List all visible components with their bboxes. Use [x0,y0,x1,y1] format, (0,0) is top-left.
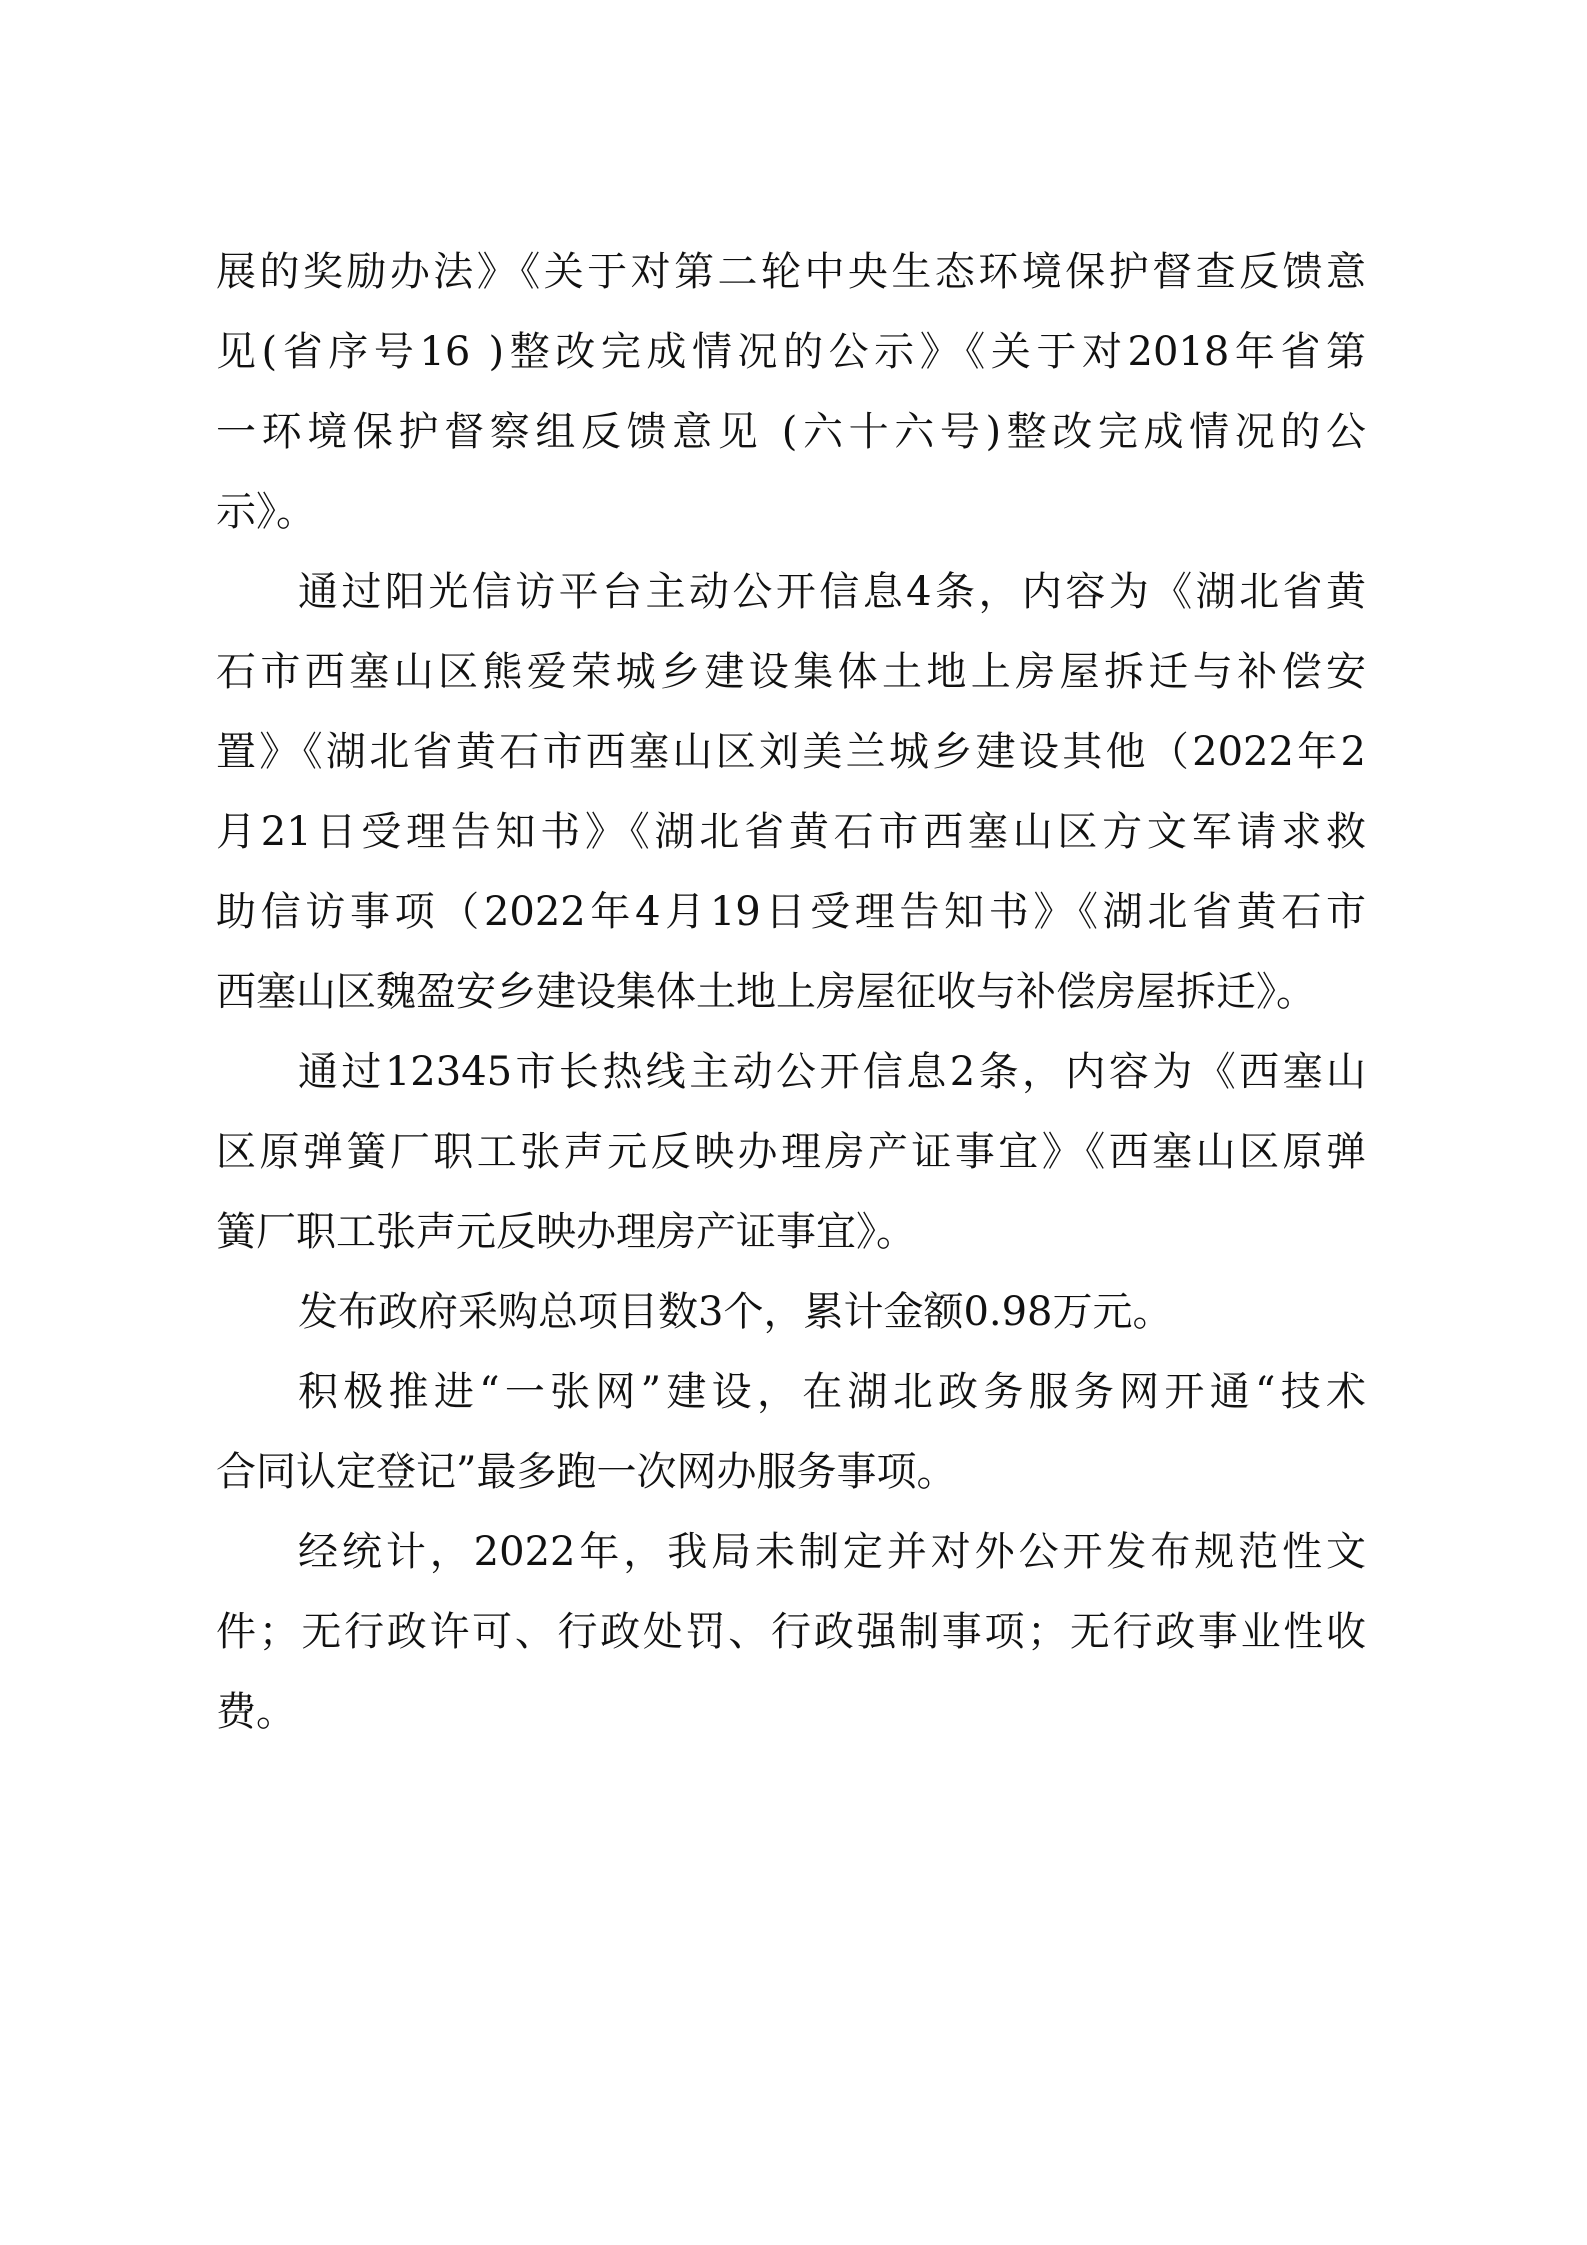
paragraph-4 [216,1272,1366,1352]
text-line: 合同认定登记”最多跑一次网办服务事项。 [216,1449,957,1495]
text-line: 件；无行政许可、行政处罚、行政强制事项；无行政事业性收 [216,1609,1366,1655]
text-line: 费。 [216,1689,296,1735]
text-line: 经统计，2022年，我局未制定并对外公开发布规范性文 [298,1529,1366,1575]
text-line: 石市西塞山区熊爱荣城乡建设集体土地上房屋拆迁与补偿安 [216,649,1366,695]
text-line: 展的奖励办法》《关于对第二轮中央生态环境保护督查反馈意 [216,249,1366,295]
text-line: 积极推进“一张网”建设，在湖北政务服务网开通“技术 [298,1369,1366,1415]
text-line: 簧厂职工张声元反映办理房产证事宜》。 [216,1209,916,1255]
paragraph-2 [216,552,1366,1032]
text-line: 月21日受理告知书》《湖北省黄石市西塞山区方文军请求救 [216,809,1366,855]
text-line: 发布政府采购总项目数3个，累计金额0.98万元。 [298,1289,1173,1335]
text-line: 通过阳光信访平台主动公开信息4条，内容为《湖北省黄 [298,569,1366,615]
paragraph-1 [216,232,1366,552]
document-body [216,232,1366,1752]
text-line: 通过12345市长热线主动公开信息2条，内容为《西塞山 [298,1049,1366,1095]
text-line: 一环境保护督察组反馈意见 (六十六号)整改完成情况的公 [216,409,1366,455]
text-line: 助信访事项（2022年4月19日受理告知书》《湖北省黄石市 [216,889,1366,935]
paragraph-3 [216,1032,1366,1272]
text-line: 示》。 [216,489,316,535]
paragraph-5 [216,1352,1366,1512]
text-line: 置》《湖北省黄石市西塞山区刘美兰城乡建设其他（2022年2 [216,729,1366,775]
text-line: 西塞山区魏盈安乡建设集体土地上房屋征收与补偿房屋拆迁》。 [216,969,1316,1015]
text-line: 见(省序号16 )整改完成情况的公示》《关于对2018年省第 [216,329,1366,375]
paragraph-6 [216,1512,1366,1752]
text-line: 区原弹簧厂职工张声元反映办理房产证事宜》《西塞山区原弹 [216,1129,1366,1175]
